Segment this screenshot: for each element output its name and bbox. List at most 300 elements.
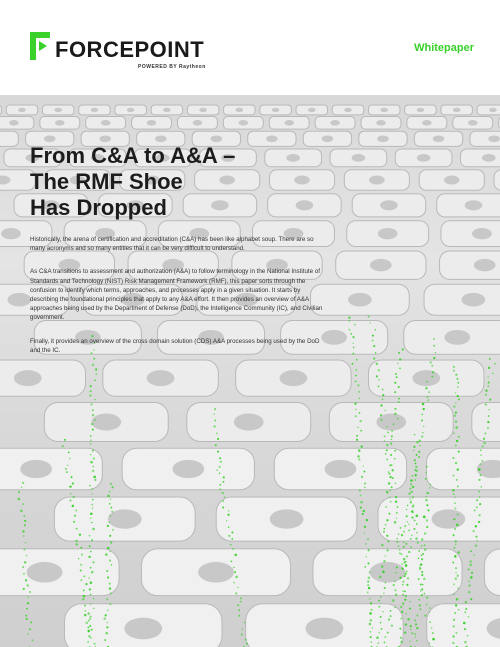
background-dot (489, 358, 491, 360)
background-dot (412, 511, 414, 513)
background-dot (409, 641, 410, 642)
background-tile-hole (431, 509, 465, 528)
background-tile-hole (468, 120, 478, 126)
background-dot (233, 566, 235, 568)
background-dot (109, 535, 111, 537)
background-dot (92, 429, 94, 431)
background-dot (415, 479, 417, 481)
intro-paragraph: Historically, the arena of certification and accreditation (C&A) has been like alphabet soup. There are so many acronyms and so many entities that it can be very difficult to understand. (30, 236, 314, 253)
background-dot (476, 540, 477, 541)
background-dot (110, 483, 112, 485)
background-dot (431, 627, 433, 629)
background-dot (367, 549, 369, 551)
background-dot (429, 483, 431, 485)
background-tile-hole (488, 135, 500, 142)
background-dot (390, 501, 392, 503)
background-dot (396, 541, 398, 543)
background-dot (89, 535, 91, 537)
background-dot (421, 558, 423, 560)
background-dot (223, 476, 225, 478)
background-tile (0, 131, 18, 146)
background-dot (366, 556, 367, 557)
background-dot (388, 482, 390, 484)
background-dot (79, 534, 81, 536)
background-dot (457, 588, 459, 590)
background-dot (391, 486, 393, 488)
background-dot (401, 567, 403, 569)
background-dot (94, 479, 96, 481)
background-dot (394, 408, 396, 410)
background-dot (424, 532, 426, 534)
background-dot (403, 541, 405, 543)
background-dot (406, 571, 408, 573)
background-tile-hole (352, 154, 366, 162)
background-dot (408, 551, 410, 553)
background-dot (409, 498, 410, 499)
background-tile-hole (234, 413, 264, 430)
background-dot (469, 564, 472, 567)
background-dot (479, 503, 481, 505)
background-dot (455, 572, 457, 574)
background-dot (381, 544, 384, 547)
background-dot (464, 641, 467, 644)
background-dot (214, 408, 216, 410)
background-dot (409, 601, 411, 603)
background-dot (465, 601, 467, 603)
background-tile-hole (91, 108, 99, 112)
background-dot (90, 637, 92, 639)
background-dot (455, 411, 457, 413)
background-dot (410, 546, 412, 548)
background-dot (488, 381, 490, 383)
background-dot (89, 618, 91, 620)
background-dot (455, 578, 457, 580)
background-dot (363, 465, 364, 466)
background-dot (457, 395, 459, 397)
background-dot (481, 486, 482, 487)
background-tile (484, 549, 500, 596)
background-dot (435, 352, 436, 353)
background-dot (214, 420, 216, 422)
background-dot (94, 399, 95, 400)
background-dot (364, 533, 365, 534)
background-dot (418, 558, 419, 559)
background-dot (416, 441, 418, 443)
background-dot (410, 625, 412, 627)
background-dot (87, 612, 89, 614)
background-dot (215, 444, 217, 446)
background-dot (107, 610, 109, 612)
background-dot (378, 632, 380, 634)
background-dot (371, 641, 372, 642)
background-dot (453, 494, 455, 496)
background-dot (355, 375, 357, 377)
background-dot (379, 576, 382, 579)
background-dot (104, 639, 106, 641)
page-title (30, 143, 330, 221)
background-dot (110, 592, 112, 594)
background-tile-hole (380, 200, 398, 210)
background-dot (70, 500, 72, 502)
background-tile-hole (376, 120, 386, 126)
background-tile-hole (9, 120, 19, 126)
background-dot (368, 577, 371, 580)
background-dot (89, 385, 91, 387)
background-dot (396, 512, 398, 514)
background-dot (226, 520, 227, 521)
background-dot (400, 606, 402, 608)
background-dot (421, 554, 422, 555)
background-dot (106, 626, 108, 628)
background-tile-hole (444, 176, 460, 185)
background-dot (415, 466, 417, 468)
background-dot (392, 599, 395, 602)
background-dot (487, 421, 489, 423)
background-dot (107, 576, 109, 578)
background-dot (478, 491, 480, 493)
background-dot (419, 604, 421, 606)
background-dot (384, 636, 386, 638)
background-tile-hole (325, 460, 357, 478)
background-dot (380, 616, 382, 618)
background-dot (378, 606, 380, 608)
background-dot (24, 524, 26, 526)
background-dot (400, 527, 402, 529)
background-dot (370, 602, 372, 604)
background-dot (455, 540, 457, 542)
background-dot (391, 430, 393, 432)
background-dot (406, 515, 408, 517)
background-dot (228, 526, 230, 528)
background-dot (404, 575, 406, 577)
background-dot (388, 473, 390, 475)
background-tile-hole (308, 108, 316, 112)
background-dot (88, 635, 90, 637)
background-dot (455, 402, 456, 403)
closing-paragraph: Finally, it provides an overview of the cross domain solution (CDS) A&A processes being used by the DoD and the IC. (30, 337, 320, 354)
background-dot (456, 440, 458, 442)
background-dot (485, 390, 487, 392)
background-dot (18, 491, 20, 493)
background-tile-hole (444, 330, 470, 345)
background-dot (401, 553, 403, 555)
background-dot (423, 578, 425, 580)
background-dot (468, 580, 469, 581)
background-dot (228, 510, 230, 512)
background-dot (421, 435, 423, 437)
background-dot (21, 487, 22, 488)
background-dot (468, 569, 470, 571)
background-dot (457, 574, 459, 576)
background-dot (457, 382, 459, 384)
background-dot (410, 629, 412, 631)
background-dot (405, 561, 407, 563)
background-dot (430, 361, 432, 363)
background-dot (378, 379, 380, 381)
background-dot (404, 525, 406, 527)
background-dot (80, 570, 82, 572)
background-dot (395, 594, 397, 596)
background-dot (89, 485, 91, 487)
background-dot (390, 454, 392, 456)
background-dot (426, 504, 428, 506)
background-dot (219, 473, 220, 474)
background-dot (380, 622, 382, 624)
background-dot (92, 493, 94, 495)
background-dot (26, 618, 28, 620)
background-dot (81, 554, 83, 556)
background-dot (367, 592, 369, 594)
background-dot (233, 582, 234, 583)
background-dot (27, 584, 29, 586)
background-dot (410, 479, 413, 482)
background-dot (231, 560, 233, 562)
background-dot (105, 632, 108, 635)
background-dot (429, 621, 431, 623)
background-dot (418, 451, 420, 453)
background-dot (475, 525, 477, 527)
page-header (0, 0, 500, 95)
background-dot (384, 410, 386, 412)
background-dot (405, 543, 407, 545)
background-dot (376, 636, 378, 638)
background-tile (0, 360, 86, 396)
background-dot (384, 641, 386, 643)
background-dot (456, 479, 458, 481)
background-dot (383, 592, 385, 594)
background-dot (91, 629, 93, 631)
forcepoint-logo (30, 32, 220, 72)
background-dot (390, 489, 392, 491)
background-dot (426, 492, 428, 494)
background-dot (411, 517, 413, 519)
background-dot (418, 550, 420, 552)
background-dot (383, 560, 385, 562)
background-dot (406, 584, 408, 586)
background-dot (421, 538, 423, 540)
background-dot (398, 386, 400, 388)
background-dot (90, 604, 91, 605)
background-dot (384, 528, 386, 530)
background-dot (95, 368, 97, 370)
document-type-label: Whitepaper (414, 42, 474, 54)
background-dot (470, 560, 472, 562)
background-dot (480, 474, 482, 476)
background-dot (27, 597, 28, 598)
background-dot (369, 612, 372, 615)
background-dot (429, 487, 430, 488)
background-dot (452, 635, 454, 637)
background-dot (359, 490, 361, 492)
background-dot (92, 499, 94, 501)
background-dot (390, 615, 392, 617)
background-dot (401, 611, 403, 613)
background-tile-hole (344, 108, 352, 112)
background-tile-hole (20, 460, 52, 478)
background-dot (376, 375, 378, 377)
background-dot (402, 590, 404, 592)
background-dot (224, 496, 225, 497)
background-dot (413, 446, 415, 448)
background-dot (419, 440, 421, 442)
background-dot (75, 510, 77, 512)
background-dot (398, 352, 400, 354)
background-dot (106, 598, 108, 600)
background-dot (406, 556, 408, 558)
background-dot (228, 535, 230, 537)
background-dot (403, 546, 405, 548)
background-tile-hole (462, 293, 486, 307)
background-dot (235, 592, 237, 594)
background-dot (398, 401, 400, 403)
background-dot (380, 419, 382, 421)
background-dot (110, 541, 112, 543)
background-dot (72, 505, 75, 508)
background-dot (433, 338, 435, 340)
background-dot (398, 398, 400, 400)
background-dot (370, 636, 372, 638)
background-dot (380, 404, 382, 406)
background-dot (488, 415, 490, 417)
background-dot (213, 413, 214, 414)
background-dot (24, 561, 26, 563)
background-dot (408, 529, 410, 531)
background-dot (90, 390, 92, 392)
background-dot (414, 459, 416, 461)
background-dot (405, 623, 407, 625)
background-dot (349, 329, 351, 331)
background-dot (396, 376, 398, 378)
background-dot (245, 638, 247, 640)
background-dot (87, 641, 89, 643)
background-dot (73, 496, 75, 498)
background-dot (356, 369, 358, 371)
background-dot (412, 475, 414, 477)
background-dot (88, 620, 90, 622)
background-dot (348, 317, 350, 319)
background-dot (377, 385, 379, 387)
background-dot (384, 440, 386, 442)
background-dot (93, 466, 94, 467)
title-line: Has Dropped (30, 195, 167, 220)
background-dot (376, 363, 378, 365)
background-dot (91, 423, 93, 425)
background-dot (467, 635, 469, 637)
background-dot (382, 389, 384, 391)
background-dot (394, 391, 396, 393)
background-dot (84, 614, 86, 616)
background-dot (394, 589, 396, 591)
background-dot (93, 476, 96, 479)
background-dot (390, 442, 392, 444)
background-dot (415, 515, 418, 518)
background-dot (475, 544, 477, 546)
background-dot (235, 576, 238, 579)
background-dot (399, 358, 401, 360)
background-dot (237, 604, 239, 606)
background-tile-hole (124, 618, 162, 640)
background-dot (90, 443, 92, 445)
background-dot (399, 577, 401, 579)
background-dot (470, 576, 473, 579)
background-tile-hole (27, 562, 63, 583)
background-dot (352, 336, 354, 338)
background-dot (108, 522, 109, 523)
background-dot (91, 504, 93, 506)
background-dot (65, 468, 67, 470)
background-dot (400, 637, 402, 639)
background-dot (429, 607, 430, 608)
background-dot (422, 403, 424, 405)
background-dot (487, 385, 489, 387)
background-dot (453, 475, 455, 477)
background-dot (27, 633, 29, 635)
background-dot (66, 471, 68, 473)
background-dot (107, 495, 110, 498)
background-dot (368, 316, 370, 318)
background-dot (453, 370, 455, 372)
background-dot (220, 461, 222, 463)
background-dot (360, 495, 362, 497)
background-dot (421, 571, 423, 573)
background-dot (385, 555, 386, 556)
logo-subtext: POWERED BY Raytheon (138, 64, 206, 70)
background-dot (24, 520, 26, 522)
background-dot (388, 471, 390, 473)
background-dot (386, 449, 388, 451)
background-dot (421, 594, 423, 596)
background-dot (478, 521, 480, 523)
background-dot (366, 519, 368, 521)
background-dot (421, 588, 423, 590)
background-dot (23, 548, 25, 550)
background-dot (409, 493, 411, 495)
background-dot (375, 329, 376, 330)
background-dot (387, 632, 389, 634)
background-dot (426, 381, 428, 383)
background-dot (492, 373, 494, 375)
background-dot (92, 409, 94, 411)
background-dot (469, 584, 471, 586)
background-dot (456, 524, 459, 527)
background-dot (385, 524, 387, 526)
background-dot (360, 507, 362, 509)
background-dot (416, 640, 418, 642)
background-dot (364, 526, 366, 528)
background-dot (454, 508, 456, 510)
background-dot (378, 369, 380, 371)
background-dot (489, 398, 491, 400)
background-dot (378, 600, 380, 602)
background-dot (458, 436, 460, 438)
background-dot (410, 483, 412, 485)
background-dot (399, 628, 401, 630)
background-dot (62, 445, 64, 447)
background-dot (409, 607, 411, 609)
background-dot (372, 627, 374, 629)
background-dot (350, 333, 352, 335)
background-dot (83, 589, 85, 591)
background-tile-hole (54, 108, 62, 112)
background-dot (464, 611, 466, 613)
background-dot (404, 591, 406, 593)
background-dot (391, 625, 393, 627)
background-dot (109, 559, 111, 561)
background-dot (27, 602, 29, 604)
background-tile-hole (147, 370, 175, 386)
background-tile-hole (412, 370, 440, 386)
background-dot (238, 609, 240, 611)
